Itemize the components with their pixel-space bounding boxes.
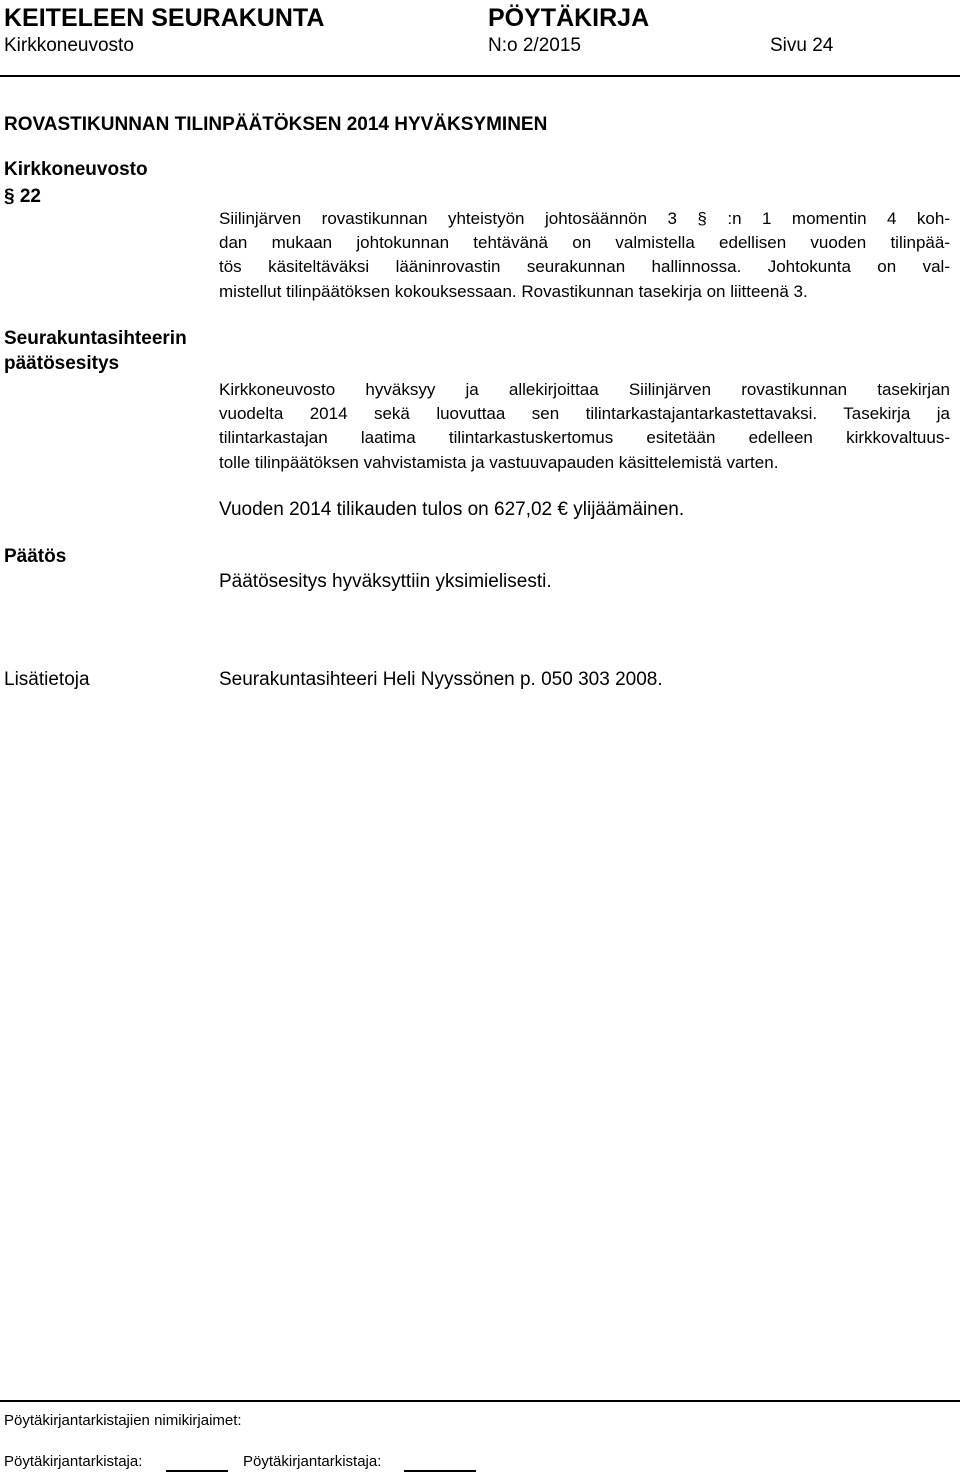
checker1-label: Pöytäkirjantarkistaja: <box>4 1453 143 1470</box>
initials-label: Pöytäkirjantarkistajien nimikirjaimet: <box>4 1412 242 1429</box>
intro-line: Siilinjärven rovastikunnan yhteistyön johtosäännön 3 § :n 1 momentin 4 koh- <box>219 209 950 228</box>
proposal-label-line1: Seurakuntasihteerin <box>4 328 187 349</box>
checker1-signature-line <box>166 1470 228 1472</box>
section-body-label: Kirkkoneuvosto <box>4 159 148 180</box>
document-type: PÖYTÄKIRJA <box>488 4 650 32</box>
decision-text: Päätösesitys hyväksyttiin yksimielisesti. <box>219 571 552 592</box>
intro-paragraph <box>219 207 950 304</box>
proposal-line: tilintarkastajan laatima tilintarkastuskertomus esitetään edelleen kirkkovaltuus- <box>219 428 950 448</box>
decision-label: Päätös <box>4 546 67 567</box>
checker2-signature-line <box>404 1470 476 1472</box>
proposal-line: Kirkkoneuvosto hyväksyy ja allekirjoittaa Siilinjärven rovastikunnan tasekirjan <box>219 380 950 399</box>
intro-line: mistellut tilinpäätöksen kokouksessaan. Rovastikunnan tasekirja on liitteenä 3. <box>219 281 808 301</box>
proposal-line: vuodelta 2014 sekä luovuttaa sen tilintarkastajantarkastettavaksi. Tasekirja ja <box>219 404 950 424</box>
intro-line: tös käsiteltäväksi lääninrovastin seurakunnan hallinnossa. Johtokunta on val- <box>219 257 950 277</box>
footer-divider <box>0 1400 960 1402</box>
paragraph-symbol: § <box>4 186 15 207</box>
section-number-value: 22 <box>19 186 41 207</box>
page-number: Sivu 24 <box>770 35 834 56</box>
section-number <box>4 186 41 208</box>
header-body-name: Kirkkoneuvosto <box>4 35 134 56</box>
document-number: N:o 2/2015 <box>488 35 581 56</box>
header-divider <box>0 75 960 77</box>
intro-line: dan mukaan johtokunnan tehtävänä on valmistella edellisen vuoden tilinpää- <box>219 233 950 253</box>
proposal-paragraph <box>219 378 950 475</box>
more-info-text: Seurakuntasihteeri Heli Nyyssönen p. 050 303 2008. <box>219 669 663 690</box>
organization-name: KEITELEEN SEURAKUNTA <box>4 4 325 32</box>
checker2-label: Pöytäkirjantarkistaja: <box>243 1453 382 1470</box>
section-title: ROVASTIKUNNAN TILINPÄÄTÖKSEN 2014 HYVÄKSYMINEN <box>4 114 548 135</box>
more-info-label: Lisätietoja <box>4 669 90 690</box>
proposal-label-line2: päätösesitys <box>4 353 120 374</box>
proposal-line: tolle tilinpäätöksen vahvistamista ja vastuuvapauden käsittelemistä varten. <box>219 452 779 472</box>
result-line: Vuoden 2014 tilikauden tulos on 627,02 € ylijäämäinen. <box>219 499 685 520</box>
